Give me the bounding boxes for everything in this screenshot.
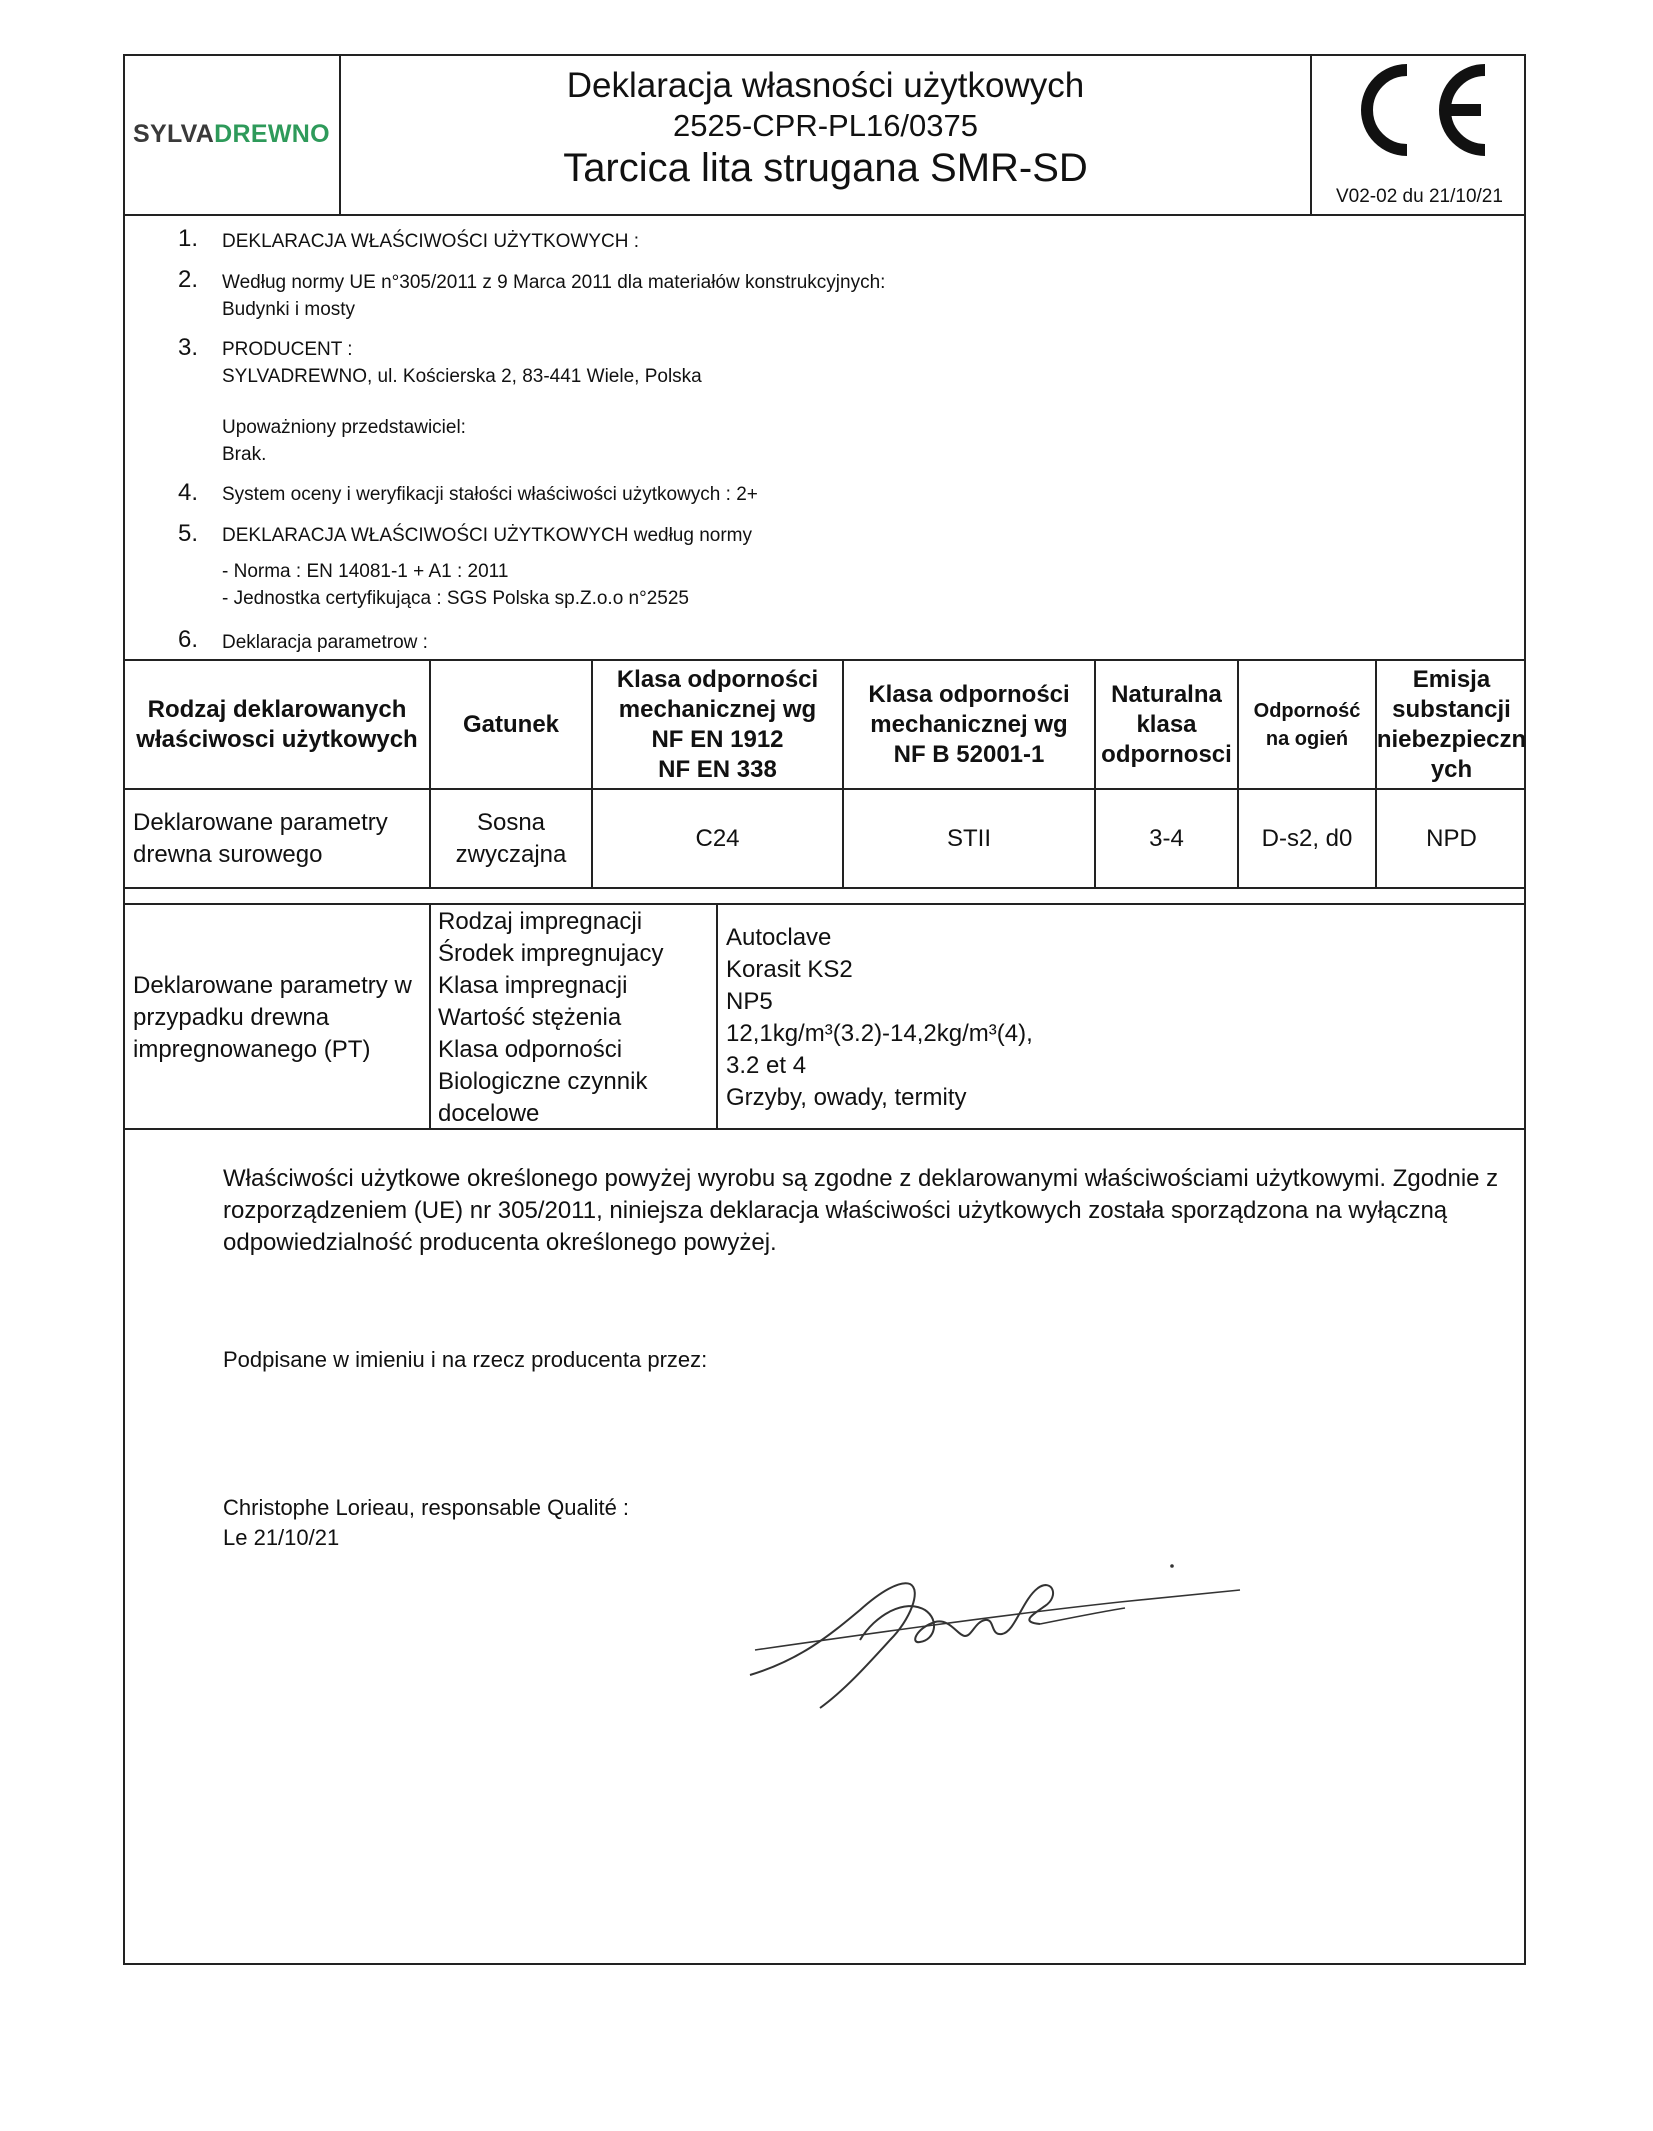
impregnation-values: Autoclave Korasit KS2 NP5 12,1kg/m³(3.2)-14,2kg/m³(4), 3.2 et 4 Grzyby, owady, termity	[726, 924, 1033, 1111]
version-label: V02-02 du 21/10/21	[1336, 186, 1503, 207]
row-label-raw-wood: Deklarowane parametry drewna surowego	[133, 808, 388, 868]
section-line: Według normy UE n°305/2011 z 9 Marca 2011 dla materiałów konstrukcyjnych:	[222, 272, 886, 293]
section-number: 6.	[178, 626, 199, 653]
cell-durability: 3-4	[1149, 824, 1184, 852]
cell-species: Sosna zwyczajna	[455, 808, 567, 868]
conformity-statement: Właściwości użytkowe określonego powyżej wyrobu są zgodne z deklarowanymi właściwościami użytkowymi. Zgodnie z rozporządzeniem (UE) nr 305/2011, niniejsza deklaracja właściwości użytkowych została sporządzona na wyłączną odpowiedzialność producenta określonego powyżej.	[223, 1165, 1499, 1256]
column-header-property: Rodzaj deklarowanych właściwosci użytkowych	[136, 695, 418, 753]
column-header-durability: Naturalna klasa odpornosci	[1101, 680, 1232, 768]
section-line: DEKLARACJA WŁAŚCIWOŚCI UŻYTKOWYCH według normy	[222, 525, 752, 546]
section-number: 1.	[178, 225, 199, 252]
cell-strength-class-nf: STII	[946, 824, 991, 852]
signatory-name: Christophe Lorieau, responsable Qualité :	[223, 1495, 630, 1520]
document-title: Deklaracja własności użytkowych	[566, 66, 1085, 105]
ce-mark-icon	[1345, 60, 1495, 165]
cell-strength-class-en: C24	[695, 824, 740, 852]
column-header-species: Gatunek	[462, 710, 560, 738]
header-divider-right	[1310, 54, 1312, 216]
document-reference: 2525-CPR-PL16/0375	[672, 108, 979, 143]
column-header-strength-class-en: Klasa odporności mechanicznej wg NF EN 1912 NF EN 338	[616, 665, 819, 783]
signature-date: Le 21/10/21	[223, 1525, 340, 1550]
section-line: PRODUCENT :	[222, 339, 353, 360]
section-line: System oceny i weryfikacji stałości właściwości użytkowych : 2+	[222, 484, 758, 505]
signed-by-label: Podpisane w imieniu i na rzecz producenta przez:	[223, 1347, 708, 1372]
section-number: 2.	[178, 266, 199, 293]
company-logo: SYLVADREWNO	[133, 120, 330, 148]
cell-fire-resistance: D-s2, d0	[1261, 824, 1353, 852]
column-header-fire-resistance: Odporność na ogień	[1253, 699, 1361, 750]
section-line: Brak.	[222, 444, 267, 465]
header-bottom-rule	[123, 214, 1526, 216]
column-header-strength-class-nf: Klasa odporności mechanicznej wg NF B 52001-1	[868, 680, 1070, 768]
column-header-emissions: Emisja substancji niebezpieczn ych	[1376, 665, 1527, 783]
section-line: - Jednostka certyfikująca : SGS Polska sp.Z.o.o n°2525	[222, 588, 689, 609]
title-block	[341, 66, 1310, 191]
section-number: 5.	[178, 520, 199, 547]
impregnation-keys: Rodzaj impregnacji Środek impregnujacy Klasa impregnacji Wartość stężenia Klasa odporności Biologiczne czynnik docelowe	[438, 908, 664, 1127]
row-label-impregnated-wood: Deklarowane parametry w przypadku drewna impregnowanego (PT)	[133, 972, 412, 1063]
section-line: DEKLARACJA WŁAŚCIWOŚCI UŻYTKOWYCH :	[222, 231, 639, 252]
section-number: 3.	[178, 334, 199, 361]
handwritten-signature	[740, 1540, 1260, 1725]
cell-emissions: NPD	[1426, 824, 1477, 852]
section-line: Upoważniony przedstawiciel:	[222, 417, 466, 438]
section-line: Budynki i mosty	[222, 299, 356, 320]
section-line: Deklaracja parametrow :	[222, 632, 428, 653]
signatory-block	[223, 1493, 629, 1553]
section-line: - Norma : EN 14081-1 + A1 : 2011	[222, 561, 509, 582]
product-name: Tarcica lita strugana SMR-SD	[563, 146, 1088, 190]
section-line: SYLVADREWNO, ul. Kościerska 2, 83-441 Wiele, Polska	[222, 366, 702, 387]
section-number: 4.	[178, 479, 199, 506]
